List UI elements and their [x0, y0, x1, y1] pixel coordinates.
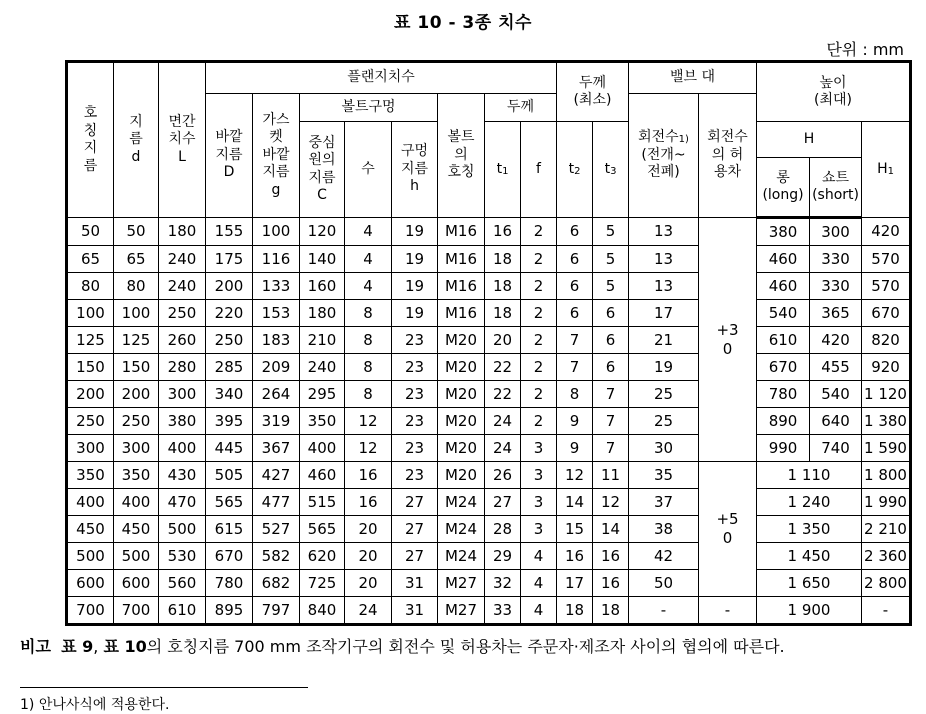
header-t3: t3	[593, 122, 629, 218]
table-cell: 20	[485, 327, 521, 354]
table-cell: 5	[593, 218, 629, 246]
table-cell: M24	[438, 489, 485, 516]
table-cell: 7	[593, 381, 629, 408]
table-cell: 1 380	[862, 408, 911, 435]
table-cell: 840	[300, 597, 345, 625]
table-cell: 570	[862, 273, 911, 300]
table-cell: 319	[253, 408, 300, 435]
table-cell: 670	[206, 543, 253, 570]
header-short: 쇼트 (short)	[810, 158, 862, 218]
table-cell: 100	[253, 218, 300, 246]
table-cell: 7	[557, 327, 593, 354]
header-tolerance: 회전수 의 허 용차	[699, 94, 757, 218]
table-cell: 42	[629, 543, 699, 570]
table-cell: 31	[392, 570, 438, 597]
table-cell: 26	[485, 462, 521, 489]
header-H: H	[757, 122, 862, 158]
table-cell: 30	[629, 435, 699, 462]
table-cell: 6	[593, 300, 629, 327]
table-cell: 500	[159, 516, 206, 543]
table-cell: 200	[206, 273, 253, 300]
table-cell: 32	[485, 570, 521, 597]
table-cell: 7	[557, 354, 593, 381]
table-cell: M20	[438, 435, 485, 462]
header-nominal: 호 칭 지 름	[67, 62, 114, 218]
table-cell: 20	[345, 570, 392, 597]
header-bolt-nominal: 볼트 의 호칭	[438, 94, 485, 218]
header-f: f	[521, 122, 557, 218]
header-bore: 지 름 d	[114, 62, 159, 218]
header-long: 롱 (long)	[757, 158, 810, 218]
table-cell: 1 240	[757, 489, 862, 516]
table-cell: 600	[67, 570, 114, 597]
table-cell: 4	[345, 246, 392, 273]
table-cell: 367	[253, 435, 300, 462]
table-cell: 19	[392, 218, 438, 246]
table-cell: -	[629, 597, 699, 625]
header-height: 높이 (최대)	[757, 62, 911, 122]
table-cell: 460	[300, 462, 345, 489]
table-cell: 1 800	[862, 462, 911, 489]
table-cell: 50	[114, 218, 159, 246]
table-title: 표 10 - 3종 치수	[394, 13, 532, 33]
table-cell: 140	[300, 246, 345, 273]
table-cell: 990	[757, 435, 810, 462]
table-cell: 570	[862, 246, 911, 273]
table-cell: M20	[438, 408, 485, 435]
table-row	[67, 327, 911, 354]
table-cell: 27	[485, 489, 521, 516]
table-cell: 18	[485, 246, 521, 273]
remark: 비고 표 9, 표 10의 호칭지름 700 mm 조작기구의 회전수 및 허용차는 주문자·제조자 사이의 협의에 따른다.	[20, 637, 785, 656]
table-cell: 350	[300, 408, 345, 435]
table-cell: M20	[438, 354, 485, 381]
table-cell: 65	[67, 246, 114, 273]
table-row	[67, 597, 911, 625]
header-flange-outer: 바깥 지름 D	[206, 94, 253, 218]
table-cell: 3	[521, 516, 557, 543]
table-cell: 200	[67, 381, 114, 408]
table-cell: 18	[557, 597, 593, 625]
table-cell: 240	[159, 273, 206, 300]
table-cell: M20	[438, 462, 485, 489]
table-cell: -	[862, 597, 911, 625]
table-cell: 125	[67, 327, 114, 354]
table-cell: 23	[392, 381, 438, 408]
table-cell: 28	[485, 516, 521, 543]
table-cell: 3	[521, 435, 557, 462]
table-cell: 29	[485, 543, 521, 570]
table-cell: 4	[345, 218, 392, 246]
table-cell: 250	[159, 300, 206, 327]
table-cell: 150	[67, 354, 114, 381]
table-cell: 23	[392, 354, 438, 381]
table-cell: 23	[392, 435, 438, 462]
table-cell: 7	[593, 435, 629, 462]
table-cell: 540	[810, 381, 862, 408]
table-cell: M27	[438, 597, 485, 625]
table-cell: 2	[521, 218, 557, 246]
table-cell: 9	[557, 435, 593, 462]
table-cell: -	[699, 597, 757, 625]
table-cell: 20	[345, 543, 392, 570]
table-cell: 3	[521, 462, 557, 489]
table-cell: 150	[114, 354, 159, 381]
table-cell: 560	[159, 570, 206, 597]
table-cell: 200	[114, 381, 159, 408]
table-cell: 80	[114, 273, 159, 300]
table-cell: 65	[114, 246, 159, 273]
table-cell: 13	[629, 218, 699, 246]
table-cell: 600	[114, 570, 159, 597]
table-cell: 18	[485, 300, 521, 327]
table-cell: 12	[345, 408, 392, 435]
table-cell: M16	[438, 300, 485, 327]
table-cell: 12	[345, 435, 392, 462]
table-cell: 582	[253, 543, 300, 570]
table-cell: 19	[392, 300, 438, 327]
table-cell: 8	[345, 354, 392, 381]
table-row	[67, 570, 911, 597]
header-bolt-hole: 볼트구멍	[300, 94, 438, 122]
table-cell: 797	[253, 597, 300, 625]
table-cell: 3	[521, 489, 557, 516]
table-cell: 8	[345, 327, 392, 354]
table-cell: 250	[67, 408, 114, 435]
table-cell: 16	[557, 543, 593, 570]
table-cell: 2	[521, 354, 557, 381]
table-cell: 50	[629, 570, 699, 597]
header-gasket: 가스 켓 바깥 지름 g	[253, 94, 300, 218]
table-cell: 23	[392, 408, 438, 435]
table-cell: 895	[206, 597, 253, 625]
table-cell: 6	[593, 354, 629, 381]
table-cell: 16	[345, 462, 392, 489]
table-cell: 427	[253, 462, 300, 489]
header-valve: 밸브 대	[629, 62, 757, 94]
table-cell: 11	[593, 462, 629, 489]
table-cell: 350	[114, 462, 159, 489]
table-cell: 1 590	[862, 435, 911, 462]
table-cell: 240	[159, 246, 206, 273]
table-row	[67, 489, 911, 516]
table-cell: 100	[114, 300, 159, 327]
table-cell: 540	[757, 300, 810, 327]
table-cell: 1 110	[757, 462, 862, 489]
table-cell: 24	[485, 435, 521, 462]
table-cell: 14	[557, 489, 593, 516]
table-cell: 460	[757, 273, 810, 300]
table-cell: 180	[159, 218, 206, 246]
table-cell: 50	[67, 218, 114, 246]
table-cell: 670	[862, 300, 911, 327]
table-cell: 8	[345, 300, 392, 327]
table-cell: 2 210	[862, 516, 911, 543]
table-cell: 740	[810, 435, 862, 462]
table-cell: 380	[159, 408, 206, 435]
table-cell: 209	[253, 354, 300, 381]
table-cell: 420	[810, 327, 862, 354]
table-cell: 155	[206, 218, 253, 246]
table-cell: 450	[114, 516, 159, 543]
table-cell: 16	[345, 489, 392, 516]
table-cell: 1 120	[862, 381, 911, 408]
table-cell: 22	[485, 381, 521, 408]
table-cell: 250	[206, 327, 253, 354]
table-cell: 1 650	[757, 570, 862, 597]
table-cell: 160	[300, 273, 345, 300]
header-thickness-min: 두께 (최소)	[557, 62, 629, 122]
table-cell: 17	[557, 570, 593, 597]
table-cell: 27	[392, 516, 438, 543]
table-cell: 31	[392, 597, 438, 625]
table-cell: 37	[629, 489, 699, 516]
table-cell: 920	[862, 354, 911, 381]
table-cell: 16	[593, 543, 629, 570]
table-cell: +3 0	[699, 218, 757, 462]
table-row	[67, 246, 911, 273]
table-cell: 80	[67, 273, 114, 300]
table-cell: +5 0	[699, 462, 757, 597]
table-cell: M24	[438, 516, 485, 543]
table-cell: 12	[557, 462, 593, 489]
table-cell: 220	[206, 300, 253, 327]
table-cell: M27	[438, 570, 485, 597]
table-cell: 620	[300, 543, 345, 570]
table-cell: 565	[206, 489, 253, 516]
table-cell: 640	[810, 408, 862, 435]
table-cell: 24	[345, 597, 392, 625]
table-cell: 12	[593, 489, 629, 516]
table-cell: 8	[557, 381, 593, 408]
table-row	[67, 300, 911, 327]
table-cell: 350	[67, 462, 114, 489]
table-cell: 477	[253, 489, 300, 516]
table-cell: 18	[593, 597, 629, 625]
table-cell: 35	[629, 462, 699, 489]
table-cell: 260	[159, 327, 206, 354]
table-cell: 450	[67, 516, 114, 543]
table-cell: 455	[810, 354, 862, 381]
table-cell: 18	[485, 273, 521, 300]
table-cell: 133	[253, 273, 300, 300]
table-cell: 5	[593, 246, 629, 273]
table-cell: 120	[300, 218, 345, 246]
table-cell: 700	[114, 597, 159, 625]
table-cell: 25	[629, 408, 699, 435]
table-cell: 250	[114, 408, 159, 435]
table-cell: 2	[521, 300, 557, 327]
table-cell: 330	[810, 246, 862, 273]
table-cell: 16	[485, 218, 521, 246]
table-cell: 240	[300, 354, 345, 381]
table-cell: 700	[67, 597, 114, 625]
table-cell: 400	[159, 435, 206, 462]
table-cell: 180	[300, 300, 345, 327]
table-cell: 395	[206, 408, 253, 435]
header-H1: H1	[862, 122, 911, 218]
header-hole-dia: 구멍 지름 h	[392, 122, 438, 218]
table-cell: 890	[757, 408, 810, 435]
header-flange: 플랜지치수	[206, 62, 557, 94]
table-cell: 5	[593, 273, 629, 300]
table-cell: 6	[593, 327, 629, 354]
table-cell: 2	[521, 408, 557, 435]
table-cell: 670	[757, 354, 810, 381]
header-thickness: 두께	[485, 94, 557, 122]
table-cell: 4	[521, 570, 557, 597]
table-cell: M20	[438, 327, 485, 354]
table-cell: 2	[521, 273, 557, 300]
table-cell: 420	[862, 218, 911, 246]
table-cell: 365	[810, 300, 862, 327]
table-cell: 4	[345, 273, 392, 300]
header-count: 수	[345, 122, 392, 218]
table-cell: 505	[206, 462, 253, 489]
table-cell: 33	[485, 597, 521, 625]
table-row	[67, 381, 911, 408]
table-cell: 330	[810, 273, 862, 300]
table-cell: 14	[593, 516, 629, 543]
table-cell: 2	[521, 381, 557, 408]
table-cell: 13	[629, 273, 699, 300]
table-row	[67, 218, 911, 246]
table-row	[67, 516, 911, 543]
table-cell: 280	[159, 354, 206, 381]
table-cell: 780	[206, 570, 253, 597]
table-cell: 19	[392, 246, 438, 273]
header-rotations: 회전수$^{1)}$ (전개~ 전폐)	[629, 94, 699, 218]
table-cell: 15	[557, 516, 593, 543]
table-cell: 470	[159, 489, 206, 516]
table-cell: 27	[392, 543, 438, 570]
table-row	[67, 543, 911, 570]
table-cell: 530	[159, 543, 206, 570]
header-t1: t1	[485, 122, 521, 218]
table-cell: 6	[557, 246, 593, 273]
table-cell: 8	[345, 381, 392, 408]
table-cell: 340	[206, 381, 253, 408]
table-cell: 23	[392, 327, 438, 354]
table-cell: 7	[593, 408, 629, 435]
table-cell: 125	[114, 327, 159, 354]
table-cell: 2 800	[862, 570, 911, 597]
table-cell: 682	[253, 570, 300, 597]
table-cell: M16	[438, 218, 485, 246]
table-row	[67, 273, 911, 300]
footnote-divider	[20, 687, 308, 688]
unit-label: 단위 : mm	[826, 40, 904, 59]
table-cell: 1 350	[757, 516, 862, 543]
table-cell: 500	[114, 543, 159, 570]
table-cell: 6	[557, 273, 593, 300]
table-cell: 400	[114, 489, 159, 516]
table-cell: 610	[159, 597, 206, 625]
table-cell: 1 450	[757, 543, 862, 570]
table-cell: 460	[757, 246, 810, 273]
table-cell: 400	[67, 489, 114, 516]
table-cell: 6	[557, 218, 593, 246]
table-cell: 19	[629, 354, 699, 381]
table-cell: 9	[557, 408, 593, 435]
table-cell: 17	[629, 300, 699, 327]
table-cell: 295	[300, 381, 345, 408]
table-cell: 445	[206, 435, 253, 462]
table-cell: 153	[253, 300, 300, 327]
table-row	[67, 354, 911, 381]
table-cell: 285	[206, 354, 253, 381]
table-cell: 2	[521, 246, 557, 273]
table-cell: 16	[593, 570, 629, 597]
table-cell: 22	[485, 354, 521, 381]
table-cell: 300	[67, 435, 114, 462]
header-bolt-center: 중심 원의 지름 C	[300, 122, 345, 218]
table-cell: 2	[521, 327, 557, 354]
table-cell: 300	[114, 435, 159, 462]
header-face-to-face: 면간 치수 L	[159, 62, 206, 218]
table-row	[67, 462, 911, 489]
table-cell: 565	[300, 516, 345, 543]
table-cell: 116	[253, 246, 300, 273]
table-cell: 25	[629, 381, 699, 408]
table-cell: 610	[757, 327, 810, 354]
table-cell: 19	[392, 273, 438, 300]
table-row	[67, 408, 911, 435]
table-cell: M20	[438, 381, 485, 408]
table-cell: 183	[253, 327, 300, 354]
table-cell: 1 990	[862, 489, 911, 516]
table-cell: M24	[438, 543, 485, 570]
table-cell: 380	[757, 218, 810, 246]
table-cell: 300	[159, 381, 206, 408]
table-cell: 4	[521, 543, 557, 570]
table-cell: 24	[485, 408, 521, 435]
table-cell: 820	[862, 327, 911, 354]
table-cell: 1 900	[757, 597, 862, 625]
table-cell: 400	[300, 435, 345, 462]
table-cell: 100	[67, 300, 114, 327]
table-cell: M16	[438, 246, 485, 273]
table-cell: 210	[300, 327, 345, 354]
table-cell: 175	[206, 246, 253, 273]
table-cell: 13	[629, 246, 699, 273]
table-cell: 264	[253, 381, 300, 408]
table-cell: 430	[159, 462, 206, 489]
table-row	[67, 435, 911, 462]
table-cell: 38	[629, 516, 699, 543]
table-cell: 300	[810, 218, 862, 246]
table-cell: 6	[557, 300, 593, 327]
table-cell: 4	[521, 597, 557, 625]
table-cell: 615	[206, 516, 253, 543]
table-cell: 23	[392, 462, 438, 489]
footnote: 1) 안나사식에 적용한다.	[20, 697, 170, 713]
table-cell: 27	[392, 489, 438, 516]
table-cell: 527	[253, 516, 300, 543]
table-cell: 2 360	[862, 543, 911, 570]
table-cell: 780	[757, 381, 810, 408]
table-cell: M16	[438, 273, 485, 300]
table-cell: 725	[300, 570, 345, 597]
dimension-table	[65, 60, 912, 626]
header-t2: t2	[557, 122, 593, 218]
table-cell: 20	[345, 516, 392, 543]
table-cell: 21	[629, 327, 699, 354]
table-cell: 515	[300, 489, 345, 516]
table-cell: 500	[67, 543, 114, 570]
